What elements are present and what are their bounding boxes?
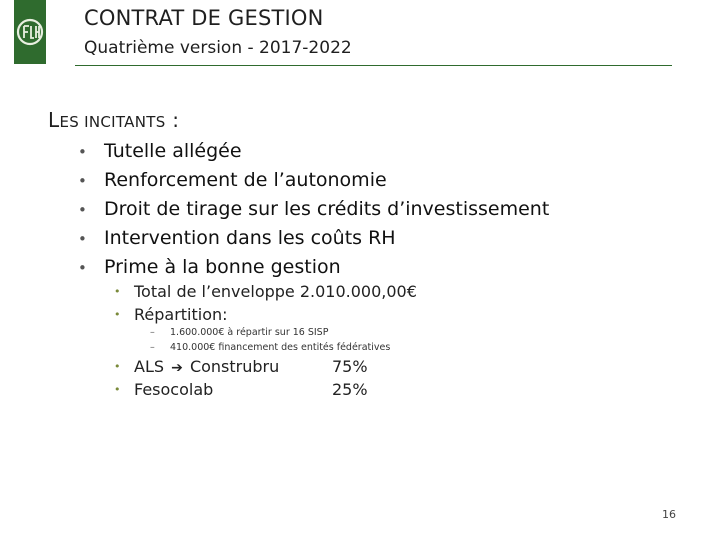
slide-subtitle: Quatrième version - 2017-2022 bbox=[84, 38, 352, 58]
bullet-icon: • bbox=[114, 383, 121, 396]
bullet-icon: • bbox=[114, 308, 121, 321]
bullet-icon: • bbox=[78, 230, 87, 248]
header-divider bbox=[75, 65, 672, 66]
list-item: • Tutelle allégée bbox=[78, 140, 242, 162]
dash-icon: – bbox=[150, 327, 155, 338]
section-heading bbox=[48, 108, 179, 132]
heading-smallcaps: ES INCITANTS bbox=[59, 113, 166, 131]
sub-list-item-fesocolab: • Fesocolab bbox=[114, 380, 214, 399]
list-item: • Intervention dans les coûts RH bbox=[78, 227, 396, 249]
bullet-icon: • bbox=[78, 172, 87, 190]
als-percentage: 75% bbox=[332, 357, 368, 376]
page-number: 16 bbox=[662, 508, 676, 521]
slide-title: CONTRAT DE GESTION bbox=[84, 6, 324, 30]
sub-list-item: • Répartition: bbox=[114, 305, 228, 324]
bullet-icon: • bbox=[78, 201, 87, 219]
list-item: • Droit de tirage sur les crédits d’investissement bbox=[78, 198, 550, 220]
logo bbox=[14, 0, 46, 64]
bullet-icon: • bbox=[78, 259, 87, 277]
bullet-icon: • bbox=[114, 360, 121, 373]
heading-colon: : bbox=[165, 108, 180, 132]
flh-logo-icon bbox=[16, 18, 44, 46]
sub-list-item-als: • ALS ➔ Construbru bbox=[114, 357, 280, 376]
fesocolab-percentage: 25% bbox=[332, 380, 368, 399]
list-item: • Renforcement de l’autonomie bbox=[78, 169, 387, 191]
arrow-right-icon: ➔ bbox=[171, 360, 183, 376]
bullet-icon: • bbox=[114, 285, 121, 298]
dash-icon: – bbox=[150, 342, 155, 353]
list-item: • Prime à la bonne gestion bbox=[78, 256, 341, 278]
bullet-icon: • bbox=[78, 143, 87, 161]
sub-list-item: • Total de l’enveloppe 2.010.000,00€ bbox=[114, 282, 417, 301]
sub-sub-list-item: – 410.000€ financement des entités fédératives bbox=[150, 342, 391, 353]
heading-initial: L bbox=[48, 108, 60, 132]
sub-sub-list-item: – 1.600.000€ à répartir sur 16 SISP bbox=[150, 327, 329, 338]
